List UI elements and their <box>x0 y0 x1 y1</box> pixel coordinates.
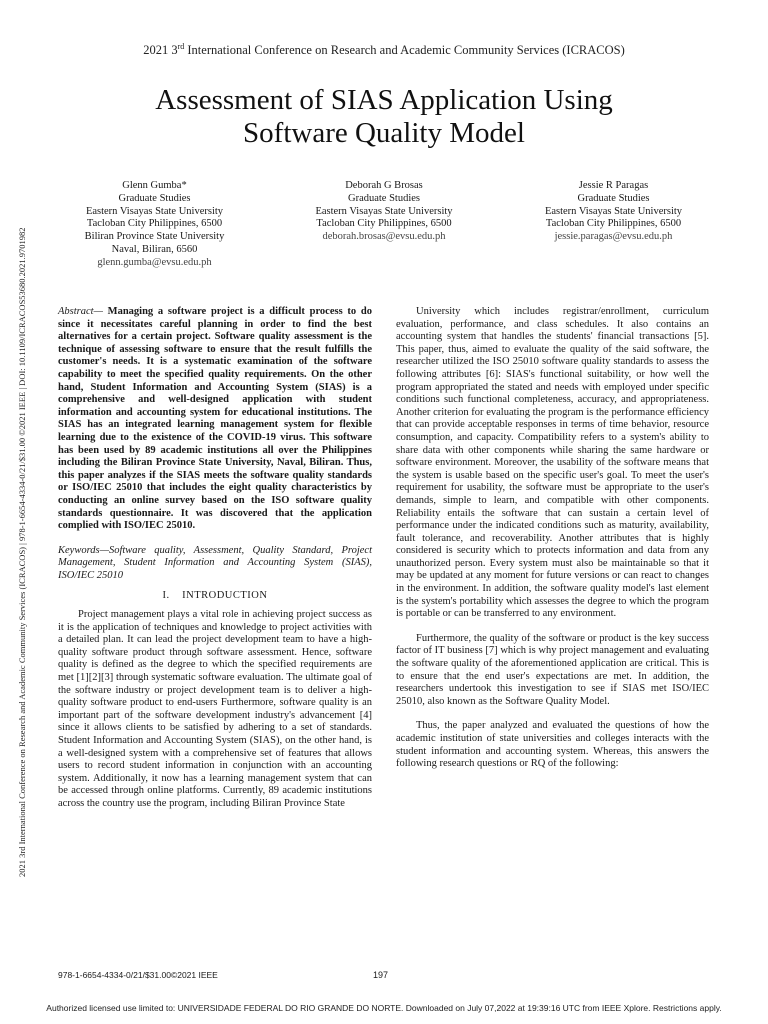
paper-title <box>60 84 708 150</box>
author-affiliation: Tacloban City Philippines, 6500 <box>86 218 223 230</box>
title-line-2: Software Quality Model <box>243 117 525 149</box>
author-affiliation: Eastern Visayas State University <box>85 205 224 217</box>
author-email[interactable]: glenn.gumba@evsu.edu.ph <box>97 256 212 268</box>
keywords: Keywords—Software quality, Assessment, Quality Standard, Project Management, Student Information and Accounting System (SIAS), ISO/IEC 25010 <box>58 544 372 581</box>
left-column <box>58 306 372 811</box>
author-affiliation: Tacloban City Philippines, 6500 <box>316 218 452 230</box>
abstract-body: Managing a software project is a difficult process to do since it necessitates careful planning in order to find the best alternatives for a certain project. Software quality assessment is the technique of assessing software to ensure that the result fulfills the customer's needs. It is a systematic examination of the software capability to meet the specified quality requirements. On the other hand, Student Information and Accounting System (SIAS) is a comprehensive and well-designed application with student information and accounting system for educational institutions. The SIAS has an integrated learning management system for flexible learning due to the existence of the COVID-19 virus. This software has been used by 89 academic institutions all over the Philippines including the Biliran Province State University, Naval, Biliran. Thus, this paper analyzes if the SIAS meets the software quality standards or ISO/IEC 25010 that includes the eight quality characteristics by conducting an online survey based on the ISO software quality standards questionnaire. It was discovered that the application complied with ISO/IEC 25010. <box>58 306 372 532</box>
author-affiliation: Biliran Province State University <box>84 231 225 243</box>
author-affiliation: Eastern Visayas State University <box>544 205 683 217</box>
section-title: INTRODUCTION <box>182 590 268 602</box>
page-number: 197 <box>373 970 389 980</box>
footer-isbn: 978-1-6654-4334-0/21/$31.00©2021 IEEE <box>58 970 218 980</box>
author-affiliation: Graduate Studies <box>577 192 650 204</box>
authorized-use-notice: Authorized licensed use limited to: UNIVERSIDADE FEDERAL DO RIO GRANDE DO NORTE. Downloaded on July 07,2022 at 19:39:16 UTC from IEEE Xplore. Restrictions apply. <box>46 1003 722 1013</box>
author-name: Glenn Gumba* <box>122 180 187 191</box>
body-paragraph: Furthermore, the quality of the software or product is the key success factor of IT business [7] which is why project management and evaluating the software quality of the aforementioned application are critical. This is to ensure that the end user's expectations are met. In addition, the researchers undertook this investigation to see if SIAS met ISO/IEC 25010, also known as the Software Quality Model. <box>396 632 709 707</box>
right-column <box>396 306 709 771</box>
section-numeral: I. <box>162 590 170 602</box>
body-paragraph: University which includes registrar/enrollment, curriculum evaluation, performance, and class schedules. It also contains an accounting system that handles the students' financial transactions [5]. This paper, thus, aimed to evaluate the quality of the said software, the researcher utilized the ISO 25010 software quality standards to assess the following attributes [6]: SIAS's functional suitability, or how well the program appropriated the stated and needs with employed under specific conditions such functional completeness, accuracy, and appropriateness. Another criterion for evaluating the program is the performance efficiency that can provide acceptable responses in terms of time behavior, resource consumption, and capacity. Compatibility refers to a system's ability to share data with other components while sharing the same hardware or software environment. Moreover, the usability of the software means that the system is usable based on the specific user's goal. To meet the user's requirement for usability, the software must be appropriate to the user's demands, simple to learn, and compatible with other components. Reliability entails the software that can sustain a certain level of performance under the indicated conditions such as maturity, availability, fault tolerance, and recoverability. Another attributes that is highly considered is security which to protects information and data from any unauthorized person. Every system must also be maintainable so that it may be updated at any moment for future versions or can react to changes in the environment. In addition, the software quality model's last element is the system's portability which assesses the degree to which the program is portable or can be transferred to any environment. <box>396 306 709 620</box>
author-name: Jessie R Paragas <box>578 180 649 191</box>
author-affiliation: Tacloban City Philippines, 6500 <box>545 218 682 230</box>
author-email[interactable]: deborah.brosas@evsu.edu.ph <box>322 231 446 243</box>
section-heading <box>58 590 372 603</box>
author-email[interactable]: jessie.paragas@evsu.edu.ph <box>554 231 673 243</box>
author-2 <box>270 180 499 270</box>
abstract <box>58 306 372 533</box>
body-paragraph: Thus, the paper analyzed and evaluated the questions of how the academic institution of state universities and colleges interacts with the student information and accounting system. Whereas, this answers the following research questions or RQ of the following: <box>396 720 709 770</box>
intro-paragraph: Project management plays a vital role in achieving project success as it is the application of techniques and knowledge to project activities with a detailed plan. It can lead the project development team to have a high-quality software product through software assessment. Hence, software quality is defined as the degree to which the specified requirements are met [1][2][3] through systematic software evaluation. The ultimate goal of the software industry or project development team is to deliver a high-quality software product to end-users Furthermore, software quality is an important part of the software development industry's advancement [4] since it allows clients to be satisfied by adhering to a set of standards. Student Information and Accounting System (SIAS), on the other hand, is a well-designed system with a comprehensive set of features that allows users to record student information in conjunction with an accounting system. Additionally, it now has a learning management system that can be accessed through online platforms. Currently, 89 academic institutions across the country use the program, including Biliran Province State <box>58 609 372 809</box>
author-affiliation: Graduate Studies <box>118 192 191 204</box>
side-doi-text: 2021 3rd International Conference on Research and Academic Community Services (ICRACOS) | 978-1-6654-4334-0/21/$31.00 ©2021 IEEE | DOI: 10.1109/ICRACOS53680.2021.9701982 <box>17 227 27 877</box>
author-1 <box>40 180 269 270</box>
abstract-lead: Abstract— <box>58 306 103 317</box>
author-block <box>40 180 728 270</box>
author-affiliation: Graduate Studies <box>347 192 421 204</box>
author-3 <box>499 180 728 270</box>
conference-header: 2021 3rd International Conference on Research and Academic Community Services (ICRACOS) <box>143 42 625 58</box>
author-affiliation: Naval, Biliran, 6560 <box>111 243 198 255</box>
author-affiliation: Eastern Visayas State University <box>315 205 453 217</box>
title-line-1: Assessment of SIAS Application Using <box>155 84 613 116</box>
author-name: Deborah G Brosas <box>345 180 423 191</box>
